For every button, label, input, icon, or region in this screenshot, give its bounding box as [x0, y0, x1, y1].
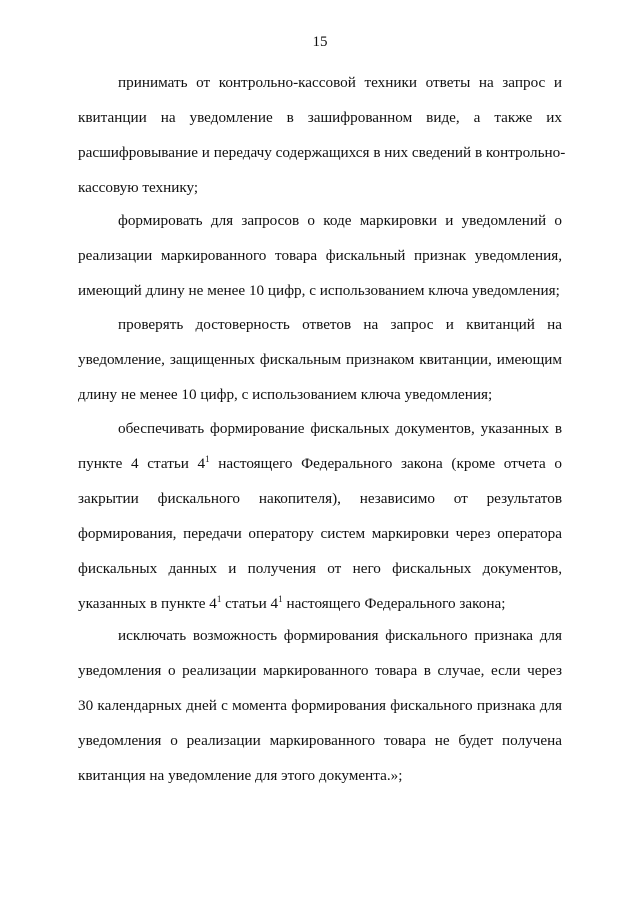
- paragraph-line: квитанции на уведомление в зашифрованном виде, а также их: [78, 109, 562, 126]
- paragraph-line: [78, 560, 562, 595]
- paragraph-line: имеющий длину не менее 10 цифр, с использованием ключа уведомления;: [78, 282, 560, 299]
- paragraph-line: уведомления о реализации маркированного товара не будет получена: [78, 732, 562, 749]
- paragraph-line: расшифровывание и передачу содержащихся в них сведений в контрольно-: [78, 144, 566, 161]
- paragraph-line: кассовую технику;: [78, 179, 199, 196]
- line-text: статьи 4: [221, 595, 279, 612]
- paragraph-2: [78, 212, 562, 317]
- line-text: закрытии фискального накопителя), независимо от результатов: [78, 490, 562, 507]
- paragraph-line: квитанция на уведомление для этого документа.»;: [78, 767, 403, 784]
- paragraph-1: [78, 74, 566, 214]
- line-text: формирования, передачи оператору систем маркировки через оператора: [78, 525, 562, 542]
- paragraph-line: формировать для запросов о коде маркировки и уведомлений о: [118, 212, 562, 229]
- paragraph-line: реализации маркированного товара фискальный признак уведомления,: [78, 247, 562, 264]
- paragraph-line: длину не менее 10 цифр, с использованием ключа уведомления;: [78, 386, 493, 403]
- paragraph-line: [78, 420, 562, 455]
- paragraph-line: [78, 455, 562, 490]
- paragraph-4: [78, 420, 562, 630]
- line-text: настоящего Федерального закона (кроме отчета о: [209, 455, 562, 472]
- line-text: указанных в пункте 4: [78, 595, 217, 612]
- paragraph-line: уведомления о реализации маркированного товара в случае, если через: [78, 662, 562, 679]
- paragraph-3: [78, 316, 562, 421]
- superscript: 1: [278, 594, 283, 604]
- paragraph-line: проверять достоверность ответов на запрос и квитанций на: [118, 316, 562, 333]
- paragraph-line: [78, 595, 562, 630]
- paragraph-line: 30 календарных дней с момента формирования фискального признака для: [78, 697, 562, 714]
- paragraph-line: [78, 525, 562, 560]
- paragraph-line: принимать от контрольно-кассовой техники ответы на запрос и: [118, 74, 562, 91]
- paragraph-line: исключать возможность формирования фискального признака для: [118, 627, 562, 644]
- superscript: 1: [205, 454, 210, 464]
- line-text: фискальных данных и получения от него фискальных документов,: [78, 560, 562, 577]
- line-text: пункте 4 статьи 4: [78, 455, 206, 472]
- superscript: 1: [216, 594, 222, 604]
- paragraph-5: [78, 627, 562, 802]
- line-text: настоящего Федерального закона;: [282, 595, 506, 612]
- line-text: обеспечивать формирование фискальных документов, указанных в: [118, 420, 562, 437]
- page-number: 15: [312, 34, 328, 50]
- paragraph-line: уведомление, защищенных фискальным признаком квитанции, имеющим: [78, 351, 562, 368]
- paragraph-line: [78, 490, 562, 525]
